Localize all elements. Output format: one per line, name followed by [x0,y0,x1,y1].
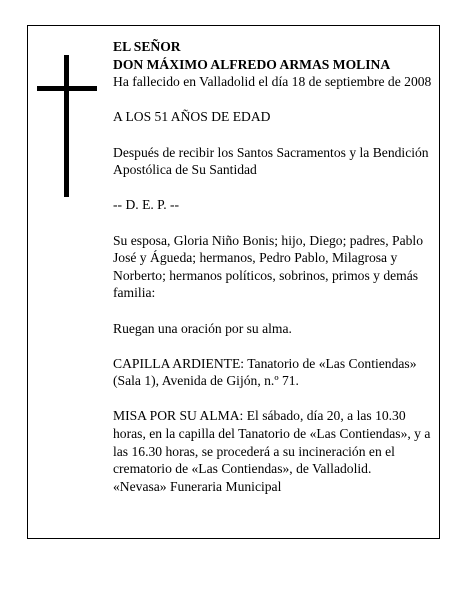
family-list: Su esposa, Gloria Niño Bonis; hijo, Diego; padres, Pablo José y Águeda; hermanos, Pedro Pablo, Milagrosa y Norberto; hermanos políticos, sobrinos, primos y demás familia: [113,232,423,301]
sacraments-line: Después de recibir los Santos Sacramentos y la Bendición Apostólica de Su Santidad [113,144,429,178]
cross-horizontal-bar [37,86,97,91]
mass-label: MISA POR SU ALMA: [113,408,244,424]
chapel-label: CAPILLA ARDIENTE: [113,355,245,371]
age-line: A LOS 51 AÑOS DE EDAD [113,109,271,125]
mass-info [113,407,433,477]
prayer-request: Ruegan una oración por su alma. [113,320,292,336]
rip-line: -- D. E. P. -- [113,197,180,213]
deceased-name: DON MÁXIMO ALFREDO ARMAS MOLINA [113,56,391,72]
death-notice: Ha fallecido en Valladolid el día 18 de septiembre de 2008 [113,74,432,90]
cross-icon [37,55,97,197]
funeral-home: «Nevasa» Funeraria Municipal [113,478,282,494]
chapel-text: Tanatorio de «Las Contiendas» (Sala 1), Avenida de Gijón, n.º 71. [113,355,417,389]
deceased-title: EL SEÑOR [113,39,181,54]
obituary-text [113,38,433,495]
cross-vertical-bar [64,55,69,197]
mass-text: El sábado, día 20, a las 10.30 horas, en la capilla del Tanatorio de «Las Contiendas», y a las 16.30 horas, se procederá a su incineración en el crematorio de «Las Contiendas», de Valladolid. [113,408,431,477]
chapel-info [113,355,433,390]
